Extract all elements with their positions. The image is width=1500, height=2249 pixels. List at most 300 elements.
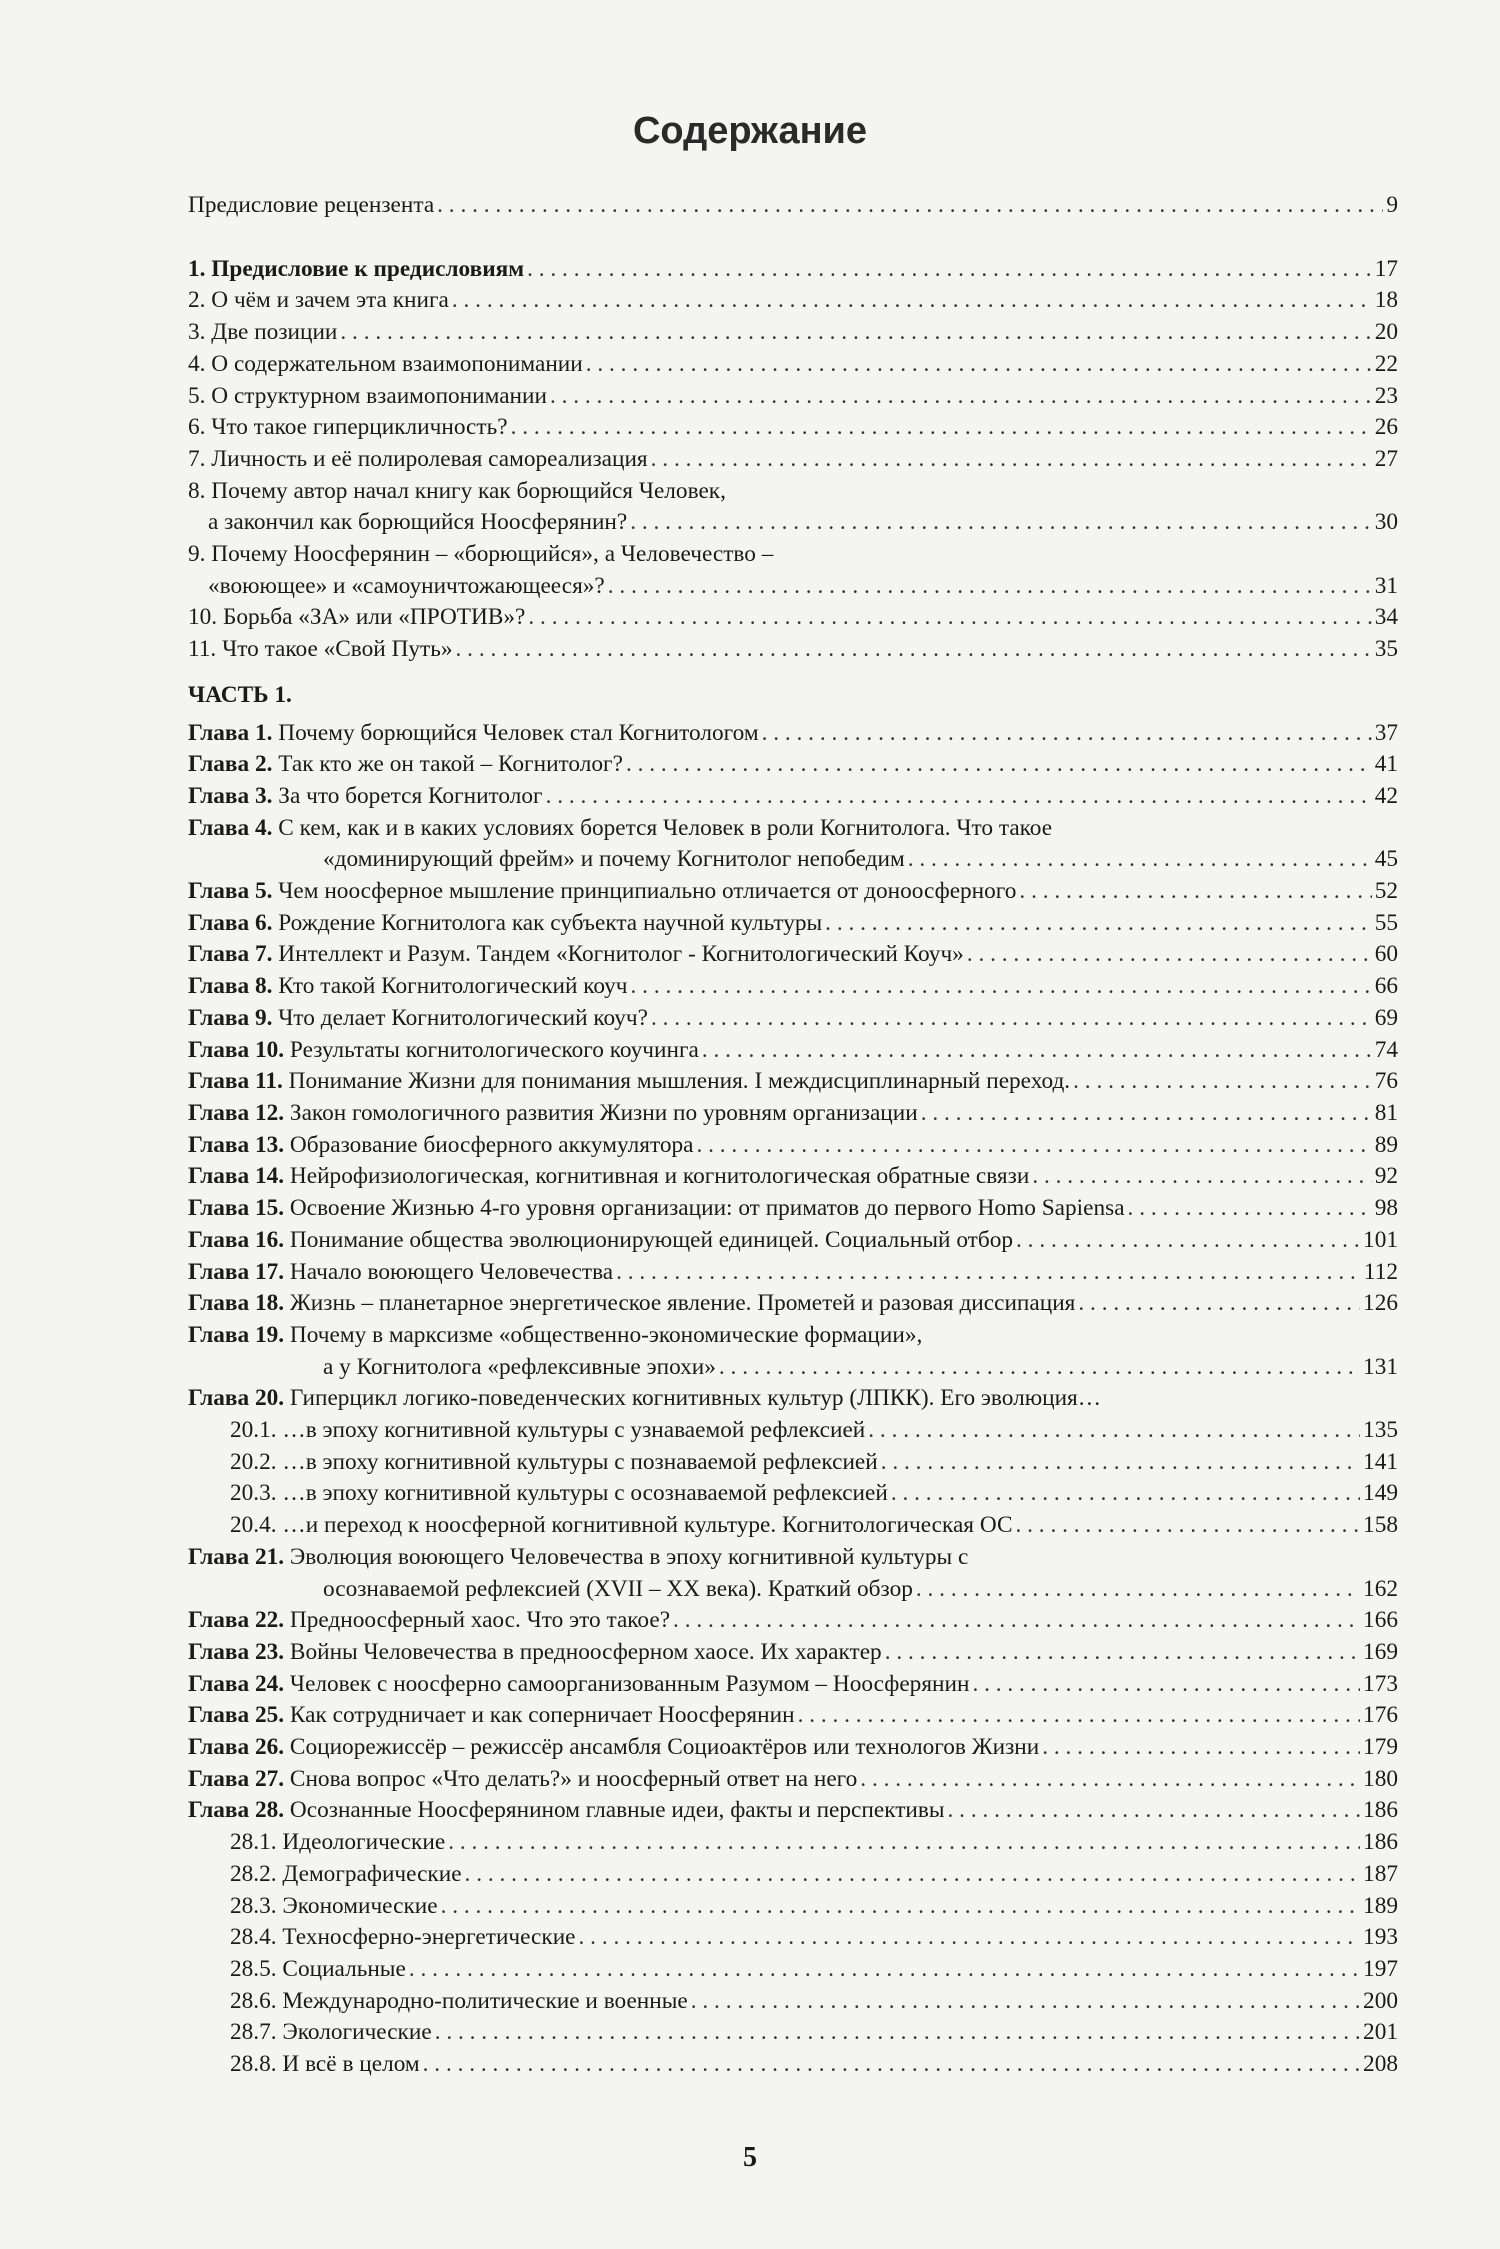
toc-subsection [188, 1827, 1398, 1859]
dot-leader [972, 1669, 1360, 1701]
toc-entry-text [188, 1225, 1013, 1257]
toc-page-number: 176 [1363, 1702, 1398, 1729]
toc-chapter [188, 1193, 1398, 1225]
dot-leader [762, 718, 1372, 750]
toc-page-number: 66 [1374, 973, 1398, 1000]
toc-subsection [188, 2049, 1398, 2081]
chapter-label: Глава 4. [188, 814, 273, 841]
toc-entry-title: Понимание общества эволюционирующей единицей. Социальный отбор [289, 1226, 1014, 1253]
toc-page-number: 31 [1374, 572, 1398, 599]
toc-entry-title: Социальные [282, 1955, 406, 1982]
table-of-contents [188, 190, 1398, 2081]
toc-entry-title: 1. Предисловие к предисловиям [188, 255, 525, 282]
dot-leader [630, 507, 1371, 539]
toc-entry-text [188, 876, 1016, 908]
toc-chapter [188, 1795, 1398, 1827]
toc-entry-text [188, 844, 905, 876]
toc-entry-text [188, 718, 759, 750]
toc-entry-title: а у Когнитолога «рефлексивные эпохи» [323, 1353, 716, 1380]
toc-subsection [188, 1891, 1398, 1923]
toc-entry-text [188, 971, 628, 1003]
toc-entry-text [188, 381, 547, 413]
toc-page-number: 81 [1374, 1099, 1398, 1126]
toc-subsection-number: 28.3. [230, 1892, 277, 1919]
toc-page-number: 186 [1363, 1829, 1398, 1856]
chapter-label: Глава 2. [188, 751, 273, 778]
page-title: Содержание [632, 110, 868, 152]
toc-entry-text [188, 1098, 918, 1130]
chapter-label: Глава 24. [188, 1670, 285, 1697]
toc-subsection [188, 1478, 1398, 1510]
toc-entry-text [188, 444, 648, 476]
toc-subsection-number: 20.1. [230, 1417, 277, 1444]
dot-leader [719, 1352, 1360, 1384]
toc-entry-title: 4. О содержательном взаимопонимании [188, 350, 583, 377]
chapter-label: Глава 1. [188, 719, 273, 746]
toc-chapter [188, 1003, 1398, 1035]
toc-intro-section [188, 254, 1398, 666]
dot-leader [448, 1827, 1360, 1859]
dot-leader [868, 1415, 1360, 1447]
toc-entry-title: а закончил как борющийся Ноосферянин? [208, 509, 628, 536]
toc-page-number: 126 [1363, 1290, 1398, 1317]
dot-leader [1042, 1732, 1360, 1764]
toc-page-number: 69 [1374, 1004, 1398, 1031]
toc-entry-continuation [188, 844, 1398, 876]
toc-entry-title: Гиперцикл логико-поведенческих когнитивных культур (ЛПКК). Его эволюция… [289, 1385, 1102, 1412]
toc-entry-title: Снова вопрос «Что делать?» и ноосферный ответ на него [289, 1765, 858, 1792]
toc-entry-title: Эволюция воюющего Человечества в эпоху когнитивной культуры с [289, 1543, 969, 1570]
toc-entry-title: Как сотрудничает и как соперничает Ноосферянин [289, 1702, 795, 1729]
toc-entry-text [188, 190, 434, 222]
toc-entry-text [188, 1637, 882, 1669]
dot-leader [702, 1035, 1372, 1067]
toc-entry-title: Предисловие рецензента [188, 192, 435, 218]
toc-subsection-number: 28.6. [230, 1987, 277, 2014]
toc-entry-text [188, 285, 449, 317]
toc-entry-title: 3. Две позиции [188, 319, 338, 346]
toc-entry-title: Понимание Жизни для понимания мышления. I междисциплинарный переход. [288, 1068, 1071, 1095]
toc-entry-text [188, 1257, 613, 1289]
chapter-label: Глава 12. [188, 1099, 285, 1126]
toc-entry-title: И всё в целом [282, 2051, 420, 2078]
toc-subsection-number: 20.4. [230, 1512, 277, 1539]
dot-leader [651, 444, 1372, 476]
toc-page-number: 179 [1363, 1734, 1398, 1761]
toc-entry-title: …в эпоху когнитивной культуры с познаваемой рефлексией [282, 1448, 878, 1475]
toc-chapter [188, 1225, 1398, 1257]
toc-entry-title: 8. Почему автор начал книгу как борющийся Человек, [188, 477, 726, 504]
toc-entry-title: 11. Что такое «Свой Путь» [188, 636, 453, 663]
toc-chapter [188, 1732, 1398, 1764]
page-number: 5 [743, 2142, 757, 2173]
toc-page-number: 41 [1374, 751, 1398, 778]
chapter-label: Глава 28. [188, 1797, 285, 1824]
dot-leader [423, 2049, 1360, 2081]
toc-entry-text [188, 349, 583, 381]
chapter-label: Глава 9. [188, 1004, 273, 1031]
toc-entry-title: Экологические [282, 2019, 432, 2046]
chapter-label: Глава 19. [188, 1321, 285, 1348]
dot-leader [437, 190, 1383, 222]
part-heading: ЧАСТЬ 1. [188, 681, 292, 708]
toc-page-number: 180 [1363, 1765, 1398, 1792]
toc-chapter [188, 749, 1398, 781]
toc-entry [188, 349, 1398, 381]
toc-entry-title: Начало воюющего Человечества [289, 1258, 614, 1285]
chapter-label: Глава 25. [188, 1702, 285, 1729]
toc-page-number: 22 [1374, 350, 1398, 377]
toc-page-number: 17 [1374, 255, 1398, 282]
toc-entry-title: Почему в марксизме «общественно-экономические формации», [289, 1321, 923, 1348]
toc-chapter [188, 1637, 1398, 1669]
toc-entry-title: Социорежиссёр – режиссёр ансамбля Социоактёров или технологов Жизни [289, 1734, 1040, 1761]
toc-entry-title: Почему борющийся Человек стал Когнитологом [278, 719, 759, 746]
toc-entry [188, 476, 1398, 508]
dot-leader [527, 254, 1372, 286]
dot-leader [1078, 1288, 1360, 1320]
toc-chapter [188, 1098, 1398, 1130]
dot-leader [885, 1637, 1360, 1669]
toc-subsection [188, 2017, 1398, 2049]
toc-chapter [188, 1669, 1398, 1701]
dot-leader [616, 1257, 1361, 1289]
toc-subsection-number: 28.7. [230, 2019, 277, 2046]
toc-entry-title: …и переход к ноосферной когнитивной культуре. Когнитологическая ОС [282, 1512, 1013, 1539]
chapter-label: Глава 16. [188, 1226, 285, 1253]
toc-entry-text [230, 1447, 878, 1479]
toc-entry-title: Что делает Когнитологический коуч? [278, 1004, 648, 1031]
toc-page-number: 30 [1374, 509, 1398, 536]
dot-leader [673, 1605, 1360, 1637]
toc-entry [188, 254, 1398, 286]
toc-chapter [188, 1035, 1398, 1067]
dot-leader [579, 1922, 1361, 1954]
toc-page-number: 76 [1374, 1068, 1398, 1095]
toc-entry-text [188, 1732, 1039, 1764]
toc-page-number: 92 [1374, 1163, 1398, 1190]
toc-chapter [188, 1066, 1398, 1098]
toc-subsection-number: 20.2. [230, 1448, 277, 1475]
dot-leader [1016, 1225, 1360, 1257]
chapter-label: Глава 8. [188, 973, 273, 1000]
toc-entry-text [188, 1320, 922, 1352]
toc-chapter [188, 1700, 1398, 1732]
toc-entry-title: Предноосферный хаос. Что это такое? [289, 1607, 671, 1634]
toc-chapter [188, 1605, 1398, 1637]
toc-entry-text [188, 317, 337, 349]
toc-chapter [188, 971, 1398, 1003]
toc-page-number: 166 [1363, 1607, 1398, 1634]
toc-entry-continuation [188, 1574, 1398, 1606]
toc-chapter [188, 1320, 1398, 1352]
toc-entry [188, 285, 1398, 317]
dot-leader [631, 971, 1372, 1003]
toc-entry-title: 6. Что такое гиперцикличность? [188, 414, 508, 441]
toc-entry-text [188, 781, 543, 813]
toc-page-number: 200 [1363, 1987, 1398, 2014]
toc-chapter [188, 1130, 1398, 1162]
toc-entry-text [188, 1669, 969, 1701]
toc-entry-text [188, 602, 525, 634]
toc-entry-title: Образование биосферного аккумулятора [289, 1131, 694, 1158]
toc-chapter [188, 1383, 1398, 1415]
toc-page-number: 112 [1363, 1258, 1398, 1285]
toc-subsection [188, 1510, 1398, 1542]
toc-entry-text [188, 507, 627, 539]
dot-leader [691, 1986, 1360, 2018]
toc-front-section [188, 190, 1398, 222]
toc-entry-text [188, 1130, 693, 1162]
toc-page-number: 173 [1363, 1670, 1398, 1697]
toc-entry [188, 634, 1398, 666]
dot-leader [860, 1764, 1360, 1796]
toc-page-number: 201 [1363, 2019, 1398, 2046]
toc-page-number: 20 [1374, 319, 1398, 346]
toc-entry-title: осознаваемой рефлексией (XVII – XX века). Краткий обзор [323, 1575, 913, 1602]
toc-entry-title: Международно-политические и военные [282, 1987, 688, 2014]
dot-leader [409, 1954, 1360, 1986]
dot-leader [586, 349, 1372, 381]
toc-page-number: 52 [1374, 878, 1398, 905]
chapter-label: Глава 5. [188, 878, 273, 905]
toc-page-number: 187 [1363, 1860, 1398, 1887]
toc-subsection [188, 1415, 1398, 1447]
toc-entry-title: Кто такой Когнитологический коуч [278, 973, 628, 1000]
toc-entry-text [188, 1542, 968, 1574]
toc-subsection [188, 1922, 1398, 1954]
dot-leader [1128, 1193, 1372, 1225]
toc-entry-continuation [188, 571, 1398, 603]
toc-page-number: 27 [1374, 445, 1398, 472]
chapter-label: Глава 3. [188, 782, 273, 809]
toc-page-number: 74 [1374, 1036, 1398, 1063]
dot-leader [1073, 1066, 1372, 1098]
toc-entry-text [188, 1574, 913, 1606]
toc-entry-title: «воюющее» и «самоуничтожающееся»? [208, 572, 605, 599]
dot-leader [825, 908, 1372, 940]
toc-page-number: 186 [1363, 1797, 1398, 1824]
toc-subsection-number: 28.4. [230, 1924, 277, 1951]
toc-chapter [188, 1542, 1398, 1574]
toc-entry-title: Результаты когнитологического коучинга [289, 1036, 699, 1063]
dot-leader [921, 1098, 1372, 1130]
toc-entry-title: Нейрофизиологическая, когнитивная и когнитологическая обратные связи [289, 1163, 1030, 1190]
chapter-label: Глава 14. [188, 1163, 285, 1190]
toc-entry-title: Идеологические [282, 1829, 446, 1856]
toc-entry-text [188, 1352, 716, 1384]
toc-entry-title: 2. О чём и зачем эта книга [188, 287, 449, 314]
toc-entry-text [188, 1795, 945, 1827]
toc-page-number: 55 [1374, 909, 1398, 936]
toc-page-number: 42 [1374, 782, 1398, 809]
toc-subsection-number: 28.5. [230, 1955, 277, 1982]
toc-chapters-section [188, 718, 1398, 2081]
chapter-label: Глава 20. [188, 1385, 285, 1412]
toc-entry-text [188, 1288, 1075, 1320]
toc-subsection-number: 28.1. [230, 1829, 277, 1856]
toc-subsection [188, 1859, 1398, 1891]
toc-entry [188, 317, 1398, 349]
toc-page-number: 98 [1374, 1195, 1398, 1222]
toc-entry-text [188, 254, 524, 286]
toc-entry-text [230, 1922, 576, 1954]
toc-entry-text [230, 2049, 420, 2081]
toc-chapter [188, 718, 1398, 750]
toc-entry-title: Экономические [282, 1892, 438, 1919]
toc-entry-title: 10. Борьба «ЗА» или «ПРОТИВ»? [188, 604, 526, 631]
toc-page-number: 149 [1363, 1480, 1398, 1507]
dot-leader [798, 1700, 1360, 1732]
toc-entry-title: Жизнь – планетарное энергетическое явление. Прометей и разовая диссипация [289, 1290, 1076, 1317]
toc-entry-text [188, 1383, 1101, 1415]
dot-leader [891, 1478, 1360, 1510]
toc-page-number: 162 [1363, 1575, 1398, 1602]
toc-entry-text [188, 749, 623, 781]
dot-leader [441, 1891, 1360, 1923]
chapter-label: Глава 26. [188, 1734, 285, 1761]
toc-page-number: 45 [1374, 846, 1398, 873]
toc-page-number: 37 [1374, 719, 1398, 746]
dot-leader [626, 749, 1372, 781]
chapter-label: Глава 17. [188, 1258, 285, 1285]
toc-entry-text [230, 1954, 406, 1986]
toc-entry-text [188, 634, 453, 666]
dot-leader [528, 602, 1371, 634]
chapter-label: Глава 15. [188, 1195, 285, 1222]
dot-leader [511, 412, 1372, 444]
chapter-label: Глава 10. [188, 1036, 285, 1063]
toc-page-number: 135 [1363, 1417, 1398, 1444]
toc-entry [188, 190, 1398, 222]
toc-entry-text [188, 1700, 795, 1732]
toc-entry-text [188, 1161, 1029, 1193]
toc-entry [188, 444, 1398, 476]
toc-page-number: 169 [1363, 1638, 1398, 1665]
toc-entry-text [188, 908, 822, 940]
toc-entry-text [188, 1193, 1125, 1225]
dot-leader [916, 1574, 1360, 1606]
dot-leader [948, 1795, 1361, 1827]
toc-page-number: 208 [1363, 2051, 1398, 2078]
toc-entry-title: За что борется Когнитолог [278, 782, 543, 809]
chapter-label: Глава 11. [188, 1068, 283, 1095]
toc-entry-title: Так кто же он такой – Когнитолог? [278, 751, 623, 778]
toc-entry-title: …в эпоху когнитивной культуры с узнаваемой рефлексией [282, 1417, 866, 1444]
toc-page-number: 189 [1363, 1892, 1398, 1919]
toc-entry-text [188, 813, 1052, 845]
toc-page-number: 26 [1374, 414, 1398, 441]
dot-leader [546, 781, 1372, 813]
toc-chapter [188, 939, 1398, 971]
toc-entry [188, 412, 1398, 444]
dot-leader [1016, 1510, 1361, 1542]
toc-chapter [188, 908, 1398, 940]
toc-page-number: 101 [1363, 1226, 1398, 1253]
toc-subsection-number: 20.3. [230, 1480, 277, 1507]
toc-chapter [188, 1161, 1398, 1193]
toc-page-number: 9 [1386, 192, 1398, 218]
toc-entry-text [188, 939, 964, 971]
chapter-label: Глава 21. [188, 1543, 285, 1570]
toc-entry-text [230, 1478, 888, 1510]
toc-entry-text [188, 1605, 670, 1637]
toc-entry-text [230, 2017, 432, 2049]
toc-entry [188, 539, 1398, 571]
dot-leader [1019, 876, 1371, 908]
toc-page-number: 60 [1374, 941, 1398, 968]
toc-entry-title: Интеллект и Разум. Тандем «Когнитолог - Когнитологический Коуч» [278, 941, 964, 968]
toc-entry-title: Техносферно-энергетические [282, 1924, 576, 1951]
dot-leader [908, 844, 1372, 876]
toc-subsection [188, 1447, 1398, 1479]
chapter-label: Глава 22. [188, 1607, 285, 1634]
dot-leader [967, 939, 1372, 971]
dot-leader [651, 1003, 1372, 1035]
chapter-label: Глава 23. [188, 1638, 285, 1665]
toc-entry-text [230, 1510, 1013, 1542]
toc-subsection-number: 28.2. [230, 1860, 277, 1887]
toc-entry-text [188, 571, 605, 603]
toc-subsection [188, 1986, 1398, 2018]
dot-leader [340, 317, 1371, 349]
toc-chapter [188, 1257, 1398, 1289]
chapter-label: Глава 13. [188, 1131, 285, 1158]
dot-leader [881, 1447, 1360, 1479]
toc-entry-title: Войны Человечества в предноосферном хаосе. Их характер [289, 1638, 882, 1665]
toc-entry-title: «доминирующий фрейм» и почему Когнитолог непобедим [323, 846, 905, 873]
toc-entry-title: С кем, как и в каких условиях борется Человек в роли Когнитолога. Что такое [278, 814, 1053, 841]
toc-page-number: 23 [1374, 382, 1398, 409]
dot-leader [608, 571, 1372, 603]
toc-entry [188, 381, 1398, 413]
dot-leader [452, 285, 1372, 317]
toc-page-number: 34 [1374, 604, 1398, 631]
toc-chapter [188, 876, 1398, 908]
toc-entry-title: Демографические [282, 1860, 462, 1887]
toc-entry-continuation [188, 507, 1398, 539]
toc-page-number: 158 [1363, 1512, 1398, 1539]
toc-entry-text [230, 1859, 462, 1891]
dot-leader [456, 634, 1372, 666]
toc-entry-title: …в эпоху когнитивной культуры с осознаваемой рефлексией [282, 1480, 888, 1507]
toc-entry-title: Человек с ноосферно самоорганизованным Разумом – Ноосферянин [289, 1670, 970, 1697]
toc-entry-title: 7. Личность и её полиролевая самореализация [188, 445, 648, 472]
toc-page-number: 193 [1363, 1924, 1398, 1951]
toc-subsection-number: 28.8. [230, 2051, 277, 2078]
dot-leader [1032, 1161, 1371, 1193]
dot-leader [696, 1130, 1371, 1162]
toc-page-number: 197 [1363, 1955, 1398, 1982]
toc-entry-title: Чем ноосферное мышление принципиально отличается от доноосферного [278, 878, 1017, 905]
toc-entry-text [188, 1003, 648, 1035]
toc-entry-text [230, 1415, 865, 1447]
chapter-label: Глава 18. [188, 1290, 285, 1317]
toc-entry-title: Закон гомологичного развития Жизни по уровням организации [289, 1099, 918, 1126]
toc-entry [188, 602, 1398, 634]
toc-page-number: 131 [1363, 1353, 1398, 1380]
toc-entry-text [188, 1764, 857, 1796]
toc-entry-title: 5. О структурном взаимопонимании [188, 382, 547, 409]
toc-entry-title: Освоение Жизнью 4-го уровня организации: от приматов до первого Homo Sapiensa [289, 1195, 1125, 1222]
toc-entry-text [188, 412, 508, 444]
toc-chapter [188, 1764, 1398, 1796]
dot-leader [435, 2017, 1360, 2049]
toc-entry-text [230, 1986, 688, 2018]
toc-chapter [188, 781, 1398, 813]
toc-entry-title: Рождение Когнитолога как субъекта научной культуры [278, 909, 823, 936]
toc-entry-text [188, 1066, 1070, 1098]
